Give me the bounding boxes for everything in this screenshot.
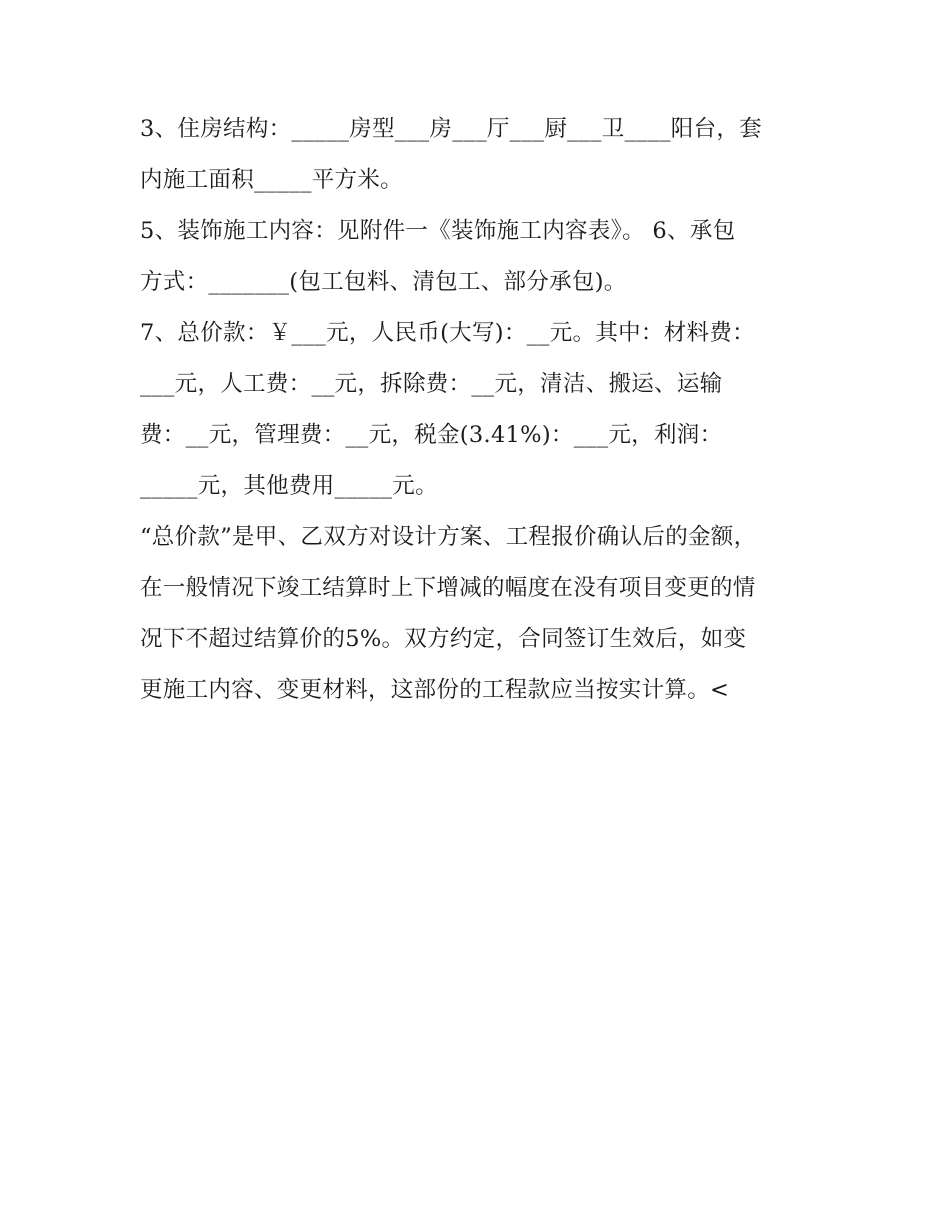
text-line: 在一般情况下竣工结算时上下增减的幅度在没有项目变更的情 <box>140 575 756 601</box>
text-line: 内施工面积_____平方米。 <box>140 167 403 193</box>
text-line: 方式：_______(包工包料、清包工、部分承包)。 <box>140 269 627 295</box>
document-body <box>140 104 815 716</box>
text-line: “总价款”是甲、乙双方对设计方案、工程报价确认后的金额， <box>140 524 757 550</box>
text-line: 更施工内容、变更材料，这部份的工程款应当按实计算。< <box>140 677 730 703</box>
text-line: 况下不超过结算价的5%。双方约定，合同签订生效后，如变 <box>140 626 747 652</box>
paragraph-construction-content <box>140 206 815 308</box>
text-line: _____元，其他费用_____元。 <box>140 473 438 499</box>
text-line: ___元，人工费：__元，拆除费：__元，清洁、搬运、运输 <box>140 371 723 397</box>
paragraph-housing-structure <box>140 104 815 206</box>
text-line: 7、总价款：￥___元，人民币(大写)：__元。其中：材料费： <box>140 320 755 346</box>
text-line: 5、装饰施工内容：见附件一《装饰施工内容表》。 6、承包 <box>140 218 736 244</box>
text-line: 3、住房结构：_____房型___房___厅___厨___卫____阳台，套 <box>140 116 762 142</box>
paragraph-price-definition <box>140 512 815 716</box>
paragraph-total-price <box>140 308 815 512</box>
text-line: 费：__元，管理费：__元，税金(3.41%)：___元，利润： <box>140 422 723 448</box>
